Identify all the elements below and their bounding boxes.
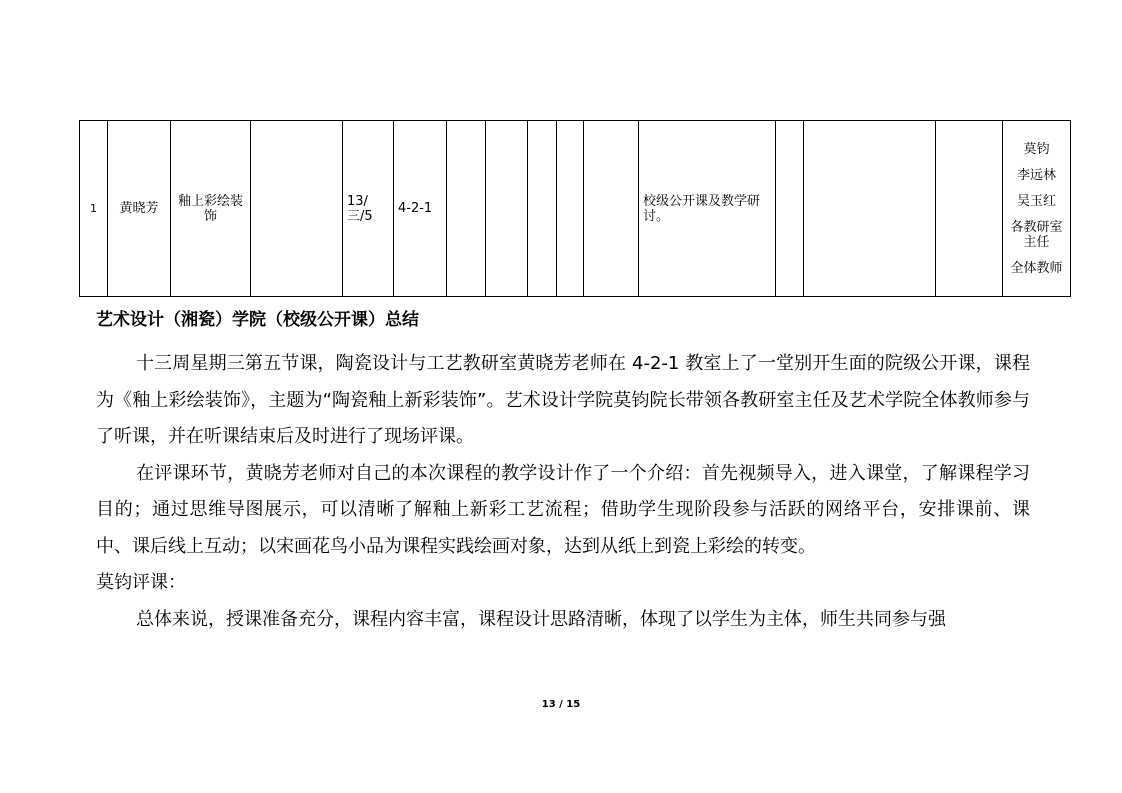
evaluator-item: 莫钧 [1023,141,1050,157]
evaluator-list [1007,142,1066,276]
empty-cell [804,121,936,297]
summary-title: 艺术设计（湘瓷）学院（校级公开课）总结 [96,310,419,330]
open-class-record-table [79,120,1071,297]
empty-cell [447,121,486,297]
page-number: 13 / 15 [541,699,581,710]
evaluators-cell [1003,121,1071,297]
summary-paragraph: 在评课环节，黄晓芳老师对自己的本次课程的教学设计作了一个介绍：首先视频导入，进入课堂，了解课程学习目的；通过思维导图展示，可以清晰了解釉上新彩工艺流程；借助学生现阶段参与活跃的网络平台，安排课前、课中、课后线上互动；以宋画花鸟小品为课程实践绘画对象，达到从纸上到瓷上彩绘的转变。 [96,462,1030,557]
evaluator-item: 全体教师 [1010,260,1063,276]
row-index-cell: 1 [80,121,108,297]
empty-cell [251,121,343,297]
review-paragraph: 总体来说，授课准备充分，课程内容丰富，课程设计思路清晰，体现了以学生为主体，师生共同参与强 [136,608,946,630]
empty-cell [584,121,639,297]
empty-cell [557,121,584,297]
summary-body [96,346,1030,638]
empty-cell [936,121,1003,297]
room-cell: 4-2-1 [394,121,447,297]
empty-cell [528,121,557,297]
table-row [80,121,1071,297]
class-type-cell: 校级公开课及教学研讨。 [639,121,776,297]
summary-paragraph: 十三周星期三第五节课，陶瓷设计与工艺教研室黄晓芳老师在 4-2-1 教室上了一堂别开生面的院级公开课，课程为《釉上彩绘装饰》，主题为“陶瓷釉上新彩装饰”。艺术设计学院莫钧院长带领各教研室主任及艺术学院全体教师参与了听课，并在听课结束后及时进行了现场评课。 [96,353,1030,447]
teacher-cell: 黄晓芳 [108,121,171,297]
evaluator-item: 吴玉红 [1016,193,1056,209]
reviewer-label: 莫钧评课： [96,572,186,593]
evaluator-item: 各教研室主任 [1010,219,1063,250]
time-cell: 13/三/5 [343,121,394,297]
empty-cell [776,121,804,297]
course-cell: 釉上彩绘装饰 [171,121,251,297]
evaluator-item: 李远林 [1016,167,1056,183]
empty-cell [486,121,528,297]
